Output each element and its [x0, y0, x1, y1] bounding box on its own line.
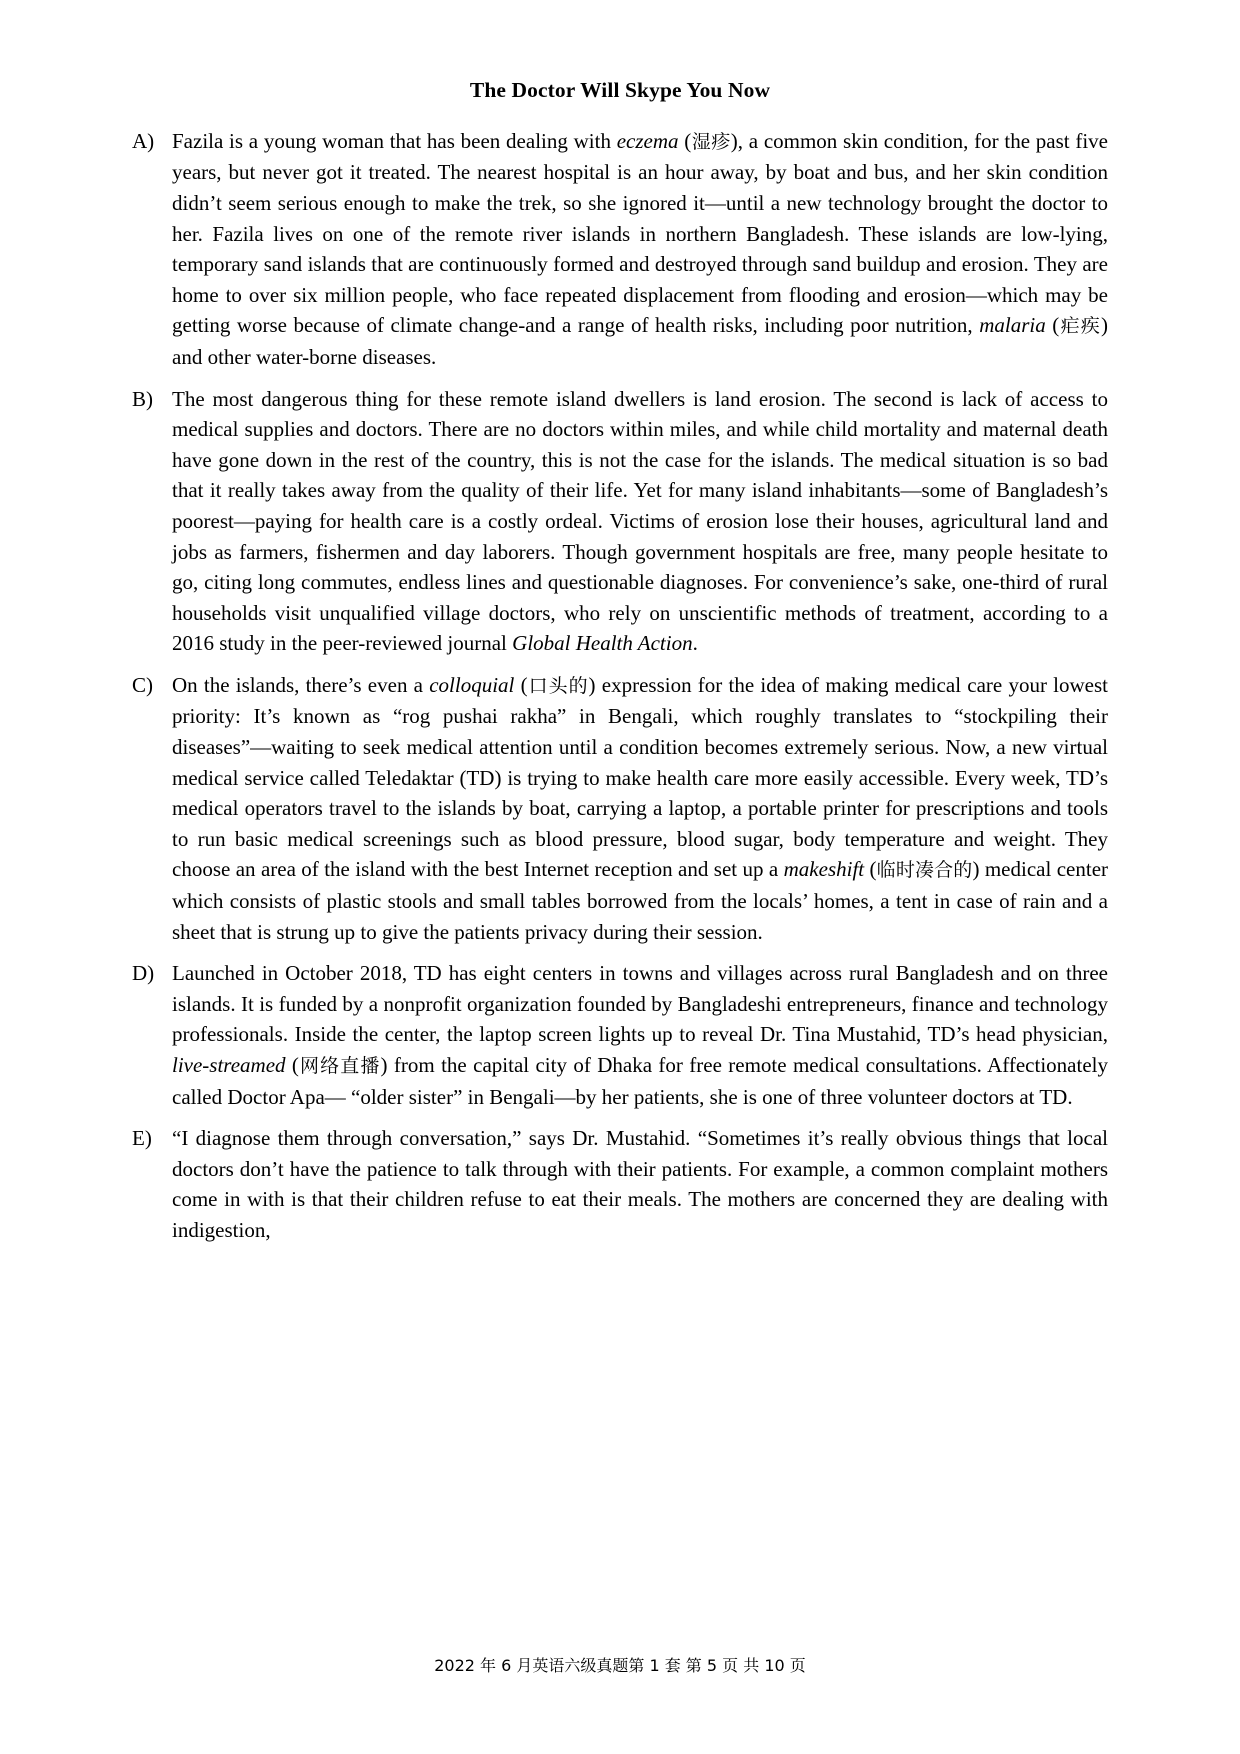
paragraph-label-c: C)	[132, 672, 153, 697]
footer-text: 2022 年 6 月英语六级真题第 1 套 第 5 页 共 10 页	[434, 1656, 806, 1676]
paragraph-text-a: Fazila is a young woman that has been dealing with eczema (湿疹), a common skin condition, for the past five years, but never got it treated. The nearest hospital is an hour away, by boat and bus, and her skin condition didn’t seem serious enough to make the trek, so she ignored it—until a new technology brought the doctor to her. Fazila lives on one of the remote river islands in northern Bangladesh. These islands are low-lying, temporary sand islands that are continuously formed and destroyed through sand buildup and erosion. They are home to over six million people, who face repeated displacement from flooding and erosion—which may be getting worse because of climate change-and a range of health risks, including poor nutrition, malaria (疟疾) and other water-borne diseases.	[172, 128, 1108, 369]
paragraph-e	[132, 1123, 1108, 1245]
article-body	[132, 126, 1108, 1246]
paragraph-a	[132, 126, 1108, 373]
paragraph-label-d: D)	[132, 961, 155, 986]
page-title: The Doctor Will Skype You Now	[469, 78, 771, 102]
paragraph-d	[132, 958, 1108, 1112]
paragraph-text-b: The most dangerous thing for these remote island dwellers is land erosion. The second is lack of access to medical supplies and doctors. There are no doctors within miles, and while child mortality and maternal death have gone down in the rest of the country, this is not the case for the islands. The medical situation is so bad that it really takes away from the quality of their life. Yet for many island inhabitants—some of Bangladesh’s poorest—paying for health care is a costly ordeal. Victims of erosion lose their houses, agricultural land and jobs as farmers, fishermen and day laborers. Though government hospitals are free, many people hesitate to go, citing long commutes, endless lines and questionable diagnoses. For convenience’s sake, one-third of rural households visit unqualified village doctors, who rely on unscientific methods of treatment, according to a 2016 study in the peer-reviewed journal Global Health Action.	[172, 386, 1108, 656]
paragraph-label-a: A)	[132, 128, 155, 153]
paragraph-text-c: On the islands, there’s even a colloquial (口头的) expression for the idea of making medical care your lowest priority: It’s known as “rog pushai rakha” in Bengali, which roughly translates to “stockpiling their diseases”—waiting to seek medical attention until a condition becomes extremely serious. Now, a new virtual medical service called Teledaktar (TD) is trying to make health care more easily accessible. Every week, TD’s medical operators travel to the islands by boat, carrying a laptop, a portable printer for prescriptions and tools to run basic medical screenings such as blood pressure, blood sugar, body temperature and weight. They choose an area of the island with the best Internet reception and set up a makeshift (临时凑合的) medical center which consists of plastic stools and small tables borrowed from the locals’ homes, a tent in case of rain and a sheet that is strung up to give the patients privacy during their session.	[172, 672, 1109, 944]
paragraph-label-e: E)	[132, 1126, 152, 1151]
paragraph-b	[132, 384, 1108, 659]
paragraph-text-e: “I diagnose them through conversation,” says Dr. Mustahid. “Sometimes it’s really obvious things that local doctors don’t have the patience to talk through with their patients. For example, a common complaint mothers come in with is that their children refuse to eat their meals. The mothers are concerned they are dealing with indigestion,	[172, 1126, 1108, 1242]
paragraph-c	[132, 670, 1108, 947]
paragraph-text-d: Launched in October 2018, TD has eight centers in towns and villages across rural Bangladesh and on three islands. It is funded by a nonprofit organization founded by Bangladeshi entrepreneurs, finance and technology professionals. Inside the center, the laptop screen lights up to reveal Dr. Tina Mustahid, TD’s head physician, live-streamed (网络直播) from the capital city of Dhaka for free remote medical consultations. Affectionately called Doctor Apa— “older sister” in Bengali—by her patients, she is one of three volunteer doctors at TD.	[172, 961, 1108, 1109]
paragraph-label-b: B)	[132, 386, 153, 411]
page-footer	[0, 1654, 1240, 1678]
